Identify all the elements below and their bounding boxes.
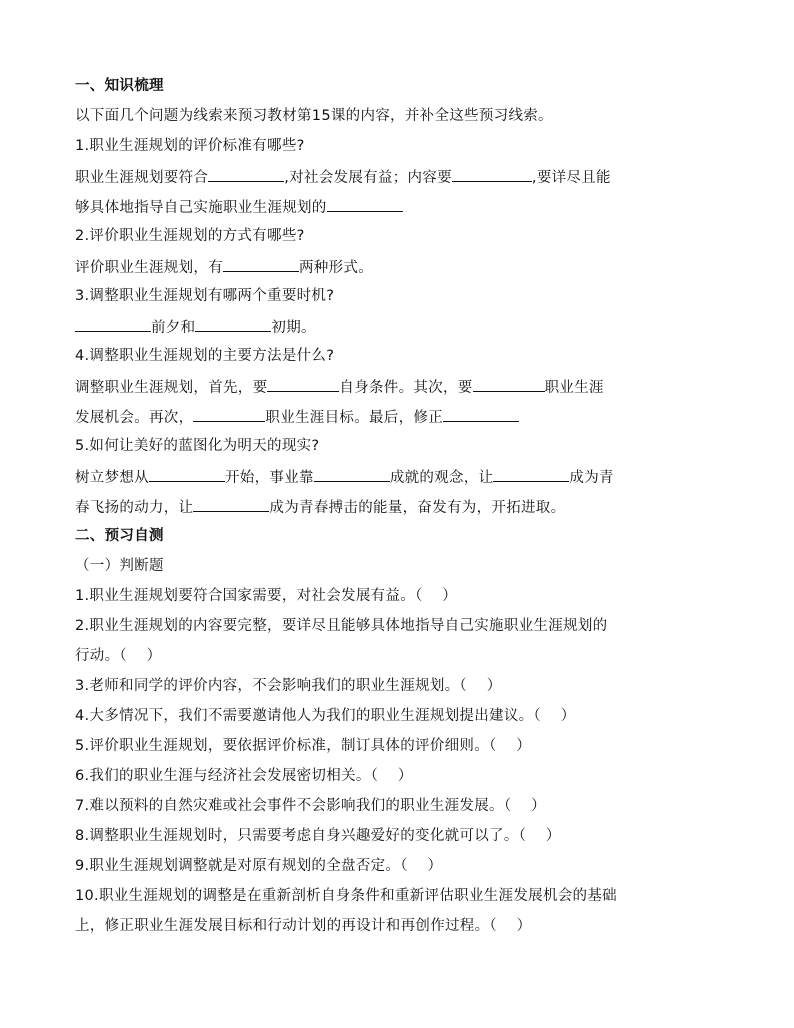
judgment-item-continued: 行动。（ ）	[75, 648, 162, 664]
fill-blank[interactable]	[193, 496, 269, 512]
section-heading-self-test: 二、预习自测	[75, 528, 164, 544]
answer-text: 前夕和	[151, 320, 196, 336]
answer-text: 职业生涯	[544, 380, 604, 396]
answer-4-line-2	[75, 406, 519, 428]
fill-blank[interactable]	[75, 316, 151, 332]
answer-2-line-1	[75, 256, 373, 278]
fill-blank[interactable]	[473, 376, 545, 392]
answer-text: 两种形式。	[299, 260, 373, 276]
fill-blank[interactable]	[193, 406, 265, 422]
judgment-item-continued: 上，修正职业生涯发展目标和行动计划的再设计和再创作过程。（ ）	[75, 918, 532, 934]
fill-blank[interactable]	[327, 196, 403, 212]
answer-text: 成为青	[569, 470, 614, 486]
section-heading-knowledge: 一、知识梳理	[75, 78, 164, 94]
question-5: 5.如何让美好的蓝图化为明天的现实?	[75, 438, 320, 454]
judgment-item: 4.大多情况下，我们不需要邀请他人为我们的职业生涯规划提出建议。（ ）	[75, 708, 576, 724]
fill-blank[interactable]	[493, 466, 569, 482]
judgment-item: 3.老师和同学的评价内容，不会影响我们的职业生涯规划。（ ）	[75, 678, 502, 694]
answer-1-line-1	[75, 166, 611, 188]
judgment-item: 10.职业生涯规划的调整是在重新剖析自身条件和重新评估职业生涯发展机会的基础	[75, 888, 617, 904]
answer-text: 成就的观念，让	[389, 470, 494, 486]
fill-blank[interactable]	[208, 166, 284, 182]
answer-text: 职业生涯目标。最后，修正	[265, 410, 444, 426]
question-3: 3.调整职业生涯规划有哪两个重要时机?	[75, 288, 335, 304]
answer-text: 自身条件。其次，要	[339, 380, 473, 396]
answer-5-line-2	[75, 496, 565, 518]
intro-text: 以下面几个问题为线索来预习教材第15课的内容，并补全这些预习线索。	[75, 108, 553, 124]
answer-text: 职业生涯规划要符合	[75, 170, 209, 186]
judgment-item: 8.调整职业生涯规划时，只需要考虑自身兴趣爱好的变化就可以了。（ ）	[75, 828, 561, 844]
answer-4-line-1	[75, 376, 604, 398]
fill-blank[interactable]	[195, 316, 271, 332]
answer-text: 开始，事业靠	[225, 470, 314, 486]
question-1: 1.职业生涯规划的评价标准有哪些?	[75, 138, 305, 154]
subheading-true-false: （一）判断题	[75, 558, 164, 574]
answer-text: 调整职业生涯规划，首先，要	[75, 380, 268, 396]
answer-1-line-2	[75, 196, 403, 218]
judgment-item: 5.评价职业生涯规划，要依据评价标准，制订具体的评价细则。（ ）	[75, 738, 532, 754]
answer-text: 评价职业生涯规划，有	[75, 260, 223, 276]
question-2: 2.评价职业生涯规划的方式有哪些?	[75, 228, 305, 244]
judgment-item: 9.职业生涯规划调整就是对原有规划的全盘否定。（ ）	[75, 858, 443, 874]
answer-3-line-1	[75, 316, 316, 338]
fill-blank[interactable]	[149, 466, 225, 482]
answer-5-line-1	[75, 466, 614, 488]
answer-text: 够具体地指导自己实施职业生涯规划的	[75, 200, 327, 216]
fill-blank[interactable]	[443, 406, 519, 422]
answer-text: 树立梦想从	[75, 470, 149, 486]
judgment-item: 2.职业生涯规划的内容要完整，要详尽且能够具体地指导自己实施职业生涯规划的	[75, 618, 608, 634]
answer-text: 发展机会。再次，	[75, 410, 194, 426]
fill-blank[interactable]	[223, 256, 299, 272]
fill-blank[interactable]	[267, 376, 339, 392]
answer-text: 春飞扬的动力，让	[75, 500, 194, 516]
judgment-item: 1.职业生涯规划要符合国家需要，对社会发展有益。（ ）	[75, 588, 458, 604]
judgment-item: 7.难以预料的自然灾难或社会事件不会影响我们的职业生涯发展。（ ）	[75, 798, 546, 814]
answer-text: ,要详尽且能	[531, 170, 611, 186]
answer-text: 初期。	[271, 320, 316, 336]
fill-blank[interactable]	[314, 466, 390, 482]
answer-text: ,对社会发展有益；内容要	[284, 170, 452, 186]
fill-blank[interactable]	[452, 166, 532, 182]
judgment-item: 6.我们的职业生涯与经济社会发展密切相关。（ ）	[75, 768, 413, 784]
question-4: 4.调整职业生涯规划的主要方法是什么?	[75, 348, 335, 364]
answer-text: 成为青春搏击的能量，奋发有为，开拓进取。	[269, 500, 566, 516]
